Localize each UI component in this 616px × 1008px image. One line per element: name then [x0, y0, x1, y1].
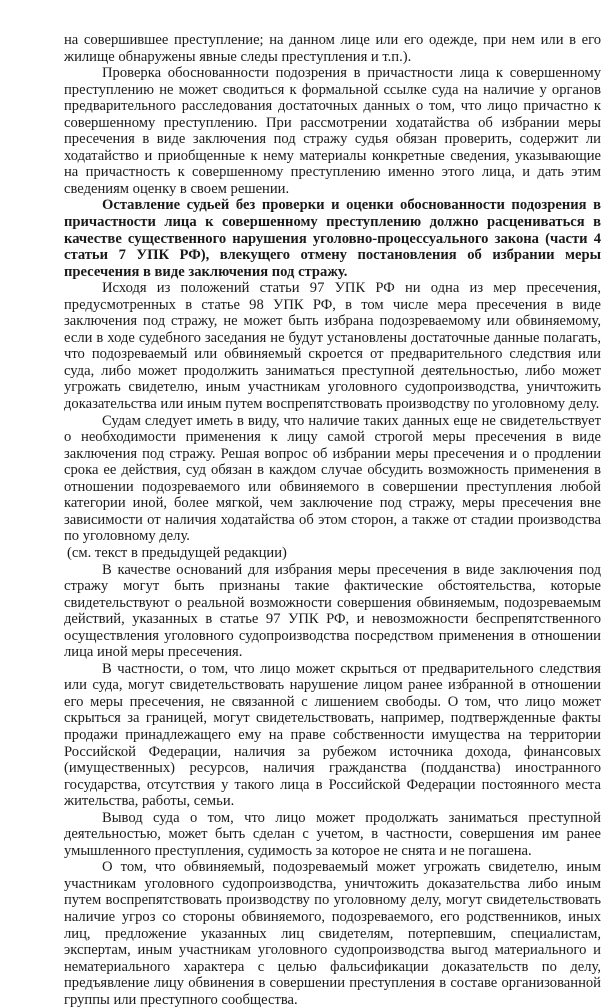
paragraph-continued-crime: Вывод суда о том, что лицо может продолжать заниматься преступной деятельностью, может быть сделан с учетом, в частности, совершения им ранее умышленного преступления, судимость за которое не снята и не погашена.	[64, 809, 601, 859]
paragraph-bold-violation: Оставление судьей без проверки и оценки обоснованности подозрения в причастности лица к совершенному преступлению должно расцениваться в качестве существенного нарушения уголовно-процессуального закона (части 4 статьи 7 УПК РФ), влекущего отмену постановления об избрании меры пресечения в виде заключения под стражу.	[64, 197, 601, 280]
paragraph-grounds: В качестве оснований для избрания меры пресечения в виде заключения под стражу могут быть признаны такие фактические обстоятельства, которые свидетельствуют о реальной возможности совершения обвиняемым, подозреваемым действий, указанных в статье 97 УПК РФ, и невозможности беспрепятственного осуществления уголовного судопроизводства посредством применения в отношении лица иной меры пресечения.	[64, 561, 601, 661]
paragraph-flight-risk: В частности, о том, что лицо может скрыться от предварительного следствия или суда, могут свидетельствовать нарушение лицом ранее избранной в отношении его меры пресечения, не связанной с лишением свободы. О том, что лицо может скрыться за границей, могут свидетельствовать, например, подтвержденные факты продажи принадлежащего ему на праве собственности имущества на территории Российской Федерации, наличия за рубежом источника дохода, финансовых (имущественных) ресурсов, наличия гражданства (подданства) иностранного государства, отсутствия у такого лица в Российской Федерации постоянного места жительства, работы, семьи.	[64, 660, 601, 810]
paragraph-continuation: на совершившее преступление; на данном лице или его одежде, при нем или в его жилище обнаружены явные следы преступления и т.п.).	[64, 32, 601, 65]
paragraph-witness-threat: О том, что обвиняемый, подозреваемый может угрожать свидетелю, иным участникам уголовного судопроизводства, уничтожить доказательства либо иным путем воспрепятствовать производству по уголовному делу, могут свидетельствовать наличие угроз со стороны обвиняемого, подозреваемого, его родственников, иных лиц, предложение указанных лиц свидетелям, потерпевшим, специалистам, экспертам, иным участникам уголовного судопроизводства выгод материального и нематериального характера с целью фальсификации доказательств по делу, предъявление лицу обвинения в совершении преступления в составе организованной группы или преступного сообщества.	[64, 859, 601, 1008]
paragraph-suspicion-check: Проверка обоснованности подозрения в причастности лица к совершенному преступлению не может сводиться к формальной ссылке суда на наличие у органов предварительного расследования достаточных данных о том, что лицо причастно к совершенному преступлению. При рассмотрении ходатайства об избрании меры пресечения в виде заключения под стражу судья обязан проверить, содержит ли ходатайство и приобщенные к нему материалы конкретные сведения, указывающие на причастность к совершенному преступлению именно этого лица, и дать этим сведениям оценку в своем решении.	[64, 65, 601, 197]
paragraph-article-97: Исходя из положений статьи 97 УПК РФ ни одна из мер пресечения, предусмотренных в статье 98 УПК РФ, в том числе мера пресечения в виде заключения под стражу, не может быть избрана подозреваемому или обвиняемому, если в ходе судебного заседания не будут установлены достаточные данные полагать, что подозреваемый или обвиняемый скроется от предварительного следствия или суда, либо может продолжить заниматься преступной деятельностью, либо может угрожать свидетелю, иным участникам уголовного судопроизводства, уничтожить доказательства или иным путем воспрепятствовать производству по уголовному делу.	[64, 280, 601, 413]
previous-edition-link[interactable]: (см. текст в предыдущей редакции)	[67, 544, 287, 561]
paragraph-courts-note: Судам следует иметь в виду, что наличие таких данных еще не свидетельствует о необходимости применения к лицу самой строгой меры пресечения в виде заключения под стражу. Решая вопрос об избрании меры пресечения и о продлении срока ее действия, суд обязан в каждом случае обсудить возможность применения в отношении подозреваемого или обвиняемого в совершении преступления любой категории иной, более мягкой, чем заключение под стражу, меры пресечения вне зависимости от наличия ходатайства об этом сторон, а также от стадии производства по уголовному делу.	[64, 412, 601, 545]
